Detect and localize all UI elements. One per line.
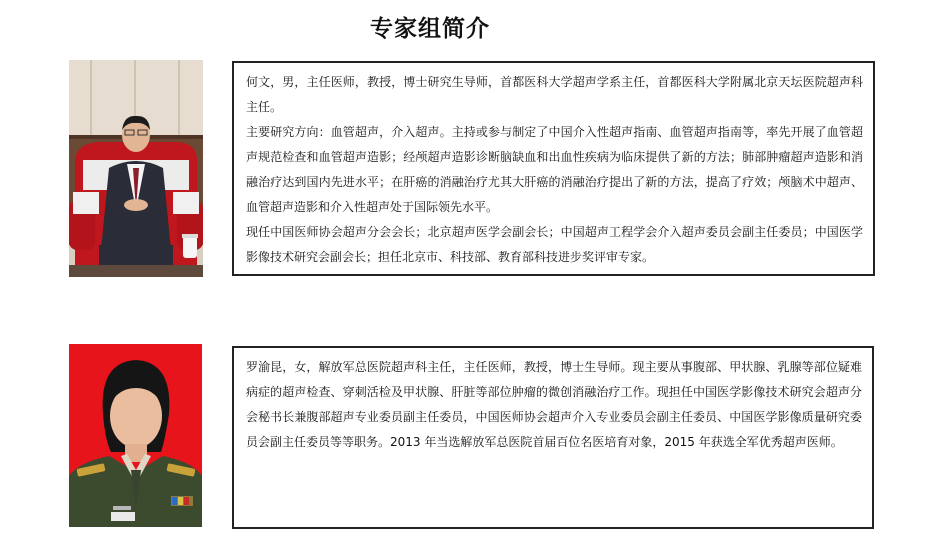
expert-photo-1 [69, 60, 203, 277]
expert-portrait-uniform-icon [69, 344, 202, 527]
expert-bio-2 [232, 346, 874, 529]
expert-bio-1 [232, 61, 875, 276]
bio-paragraph: 现任中国医师协会超声分会会长；北京超声医学会副会长；中国超声工程学会介入超声委员会副主任委员；中国医学影像技术研究会副会长；担任北京市、科技部、教育部科技进步奖评审专家。 [246, 225, 863, 264]
expert-photo-2 [69, 344, 202, 527]
bio-paragraph: 罗渝昆，女，解放军总医院超声科主任，主任医师，教授，博士生导师。现主要从事腹部、甲状腺、乳腺等部位疑难病症的超声检查、穿刺活检及甲状腺、肝脏等部位肿瘤的微创消融治疗工作。现担任中国医学影像技术研究会超声分会秘书长兼腹部超声专业委员副主任委员，中国医师协会超声介入专业委员会副主任委员、中国医学影像质量研究委员会副主任委员等等职务。2013 年当选解放军总医院首届百位名医培育对象，2015 年获选全军优秀超声医师。 [246, 360, 862, 449]
page-title: 专家组简介 [370, 16, 490, 42]
bio-paragraph: 何文，男，主任医师，教授，博士研究生导师，首都医科大学超声学系主任，首都医科大学附属北京天坛医院超声科主任。 [246, 75, 863, 114]
bio-paragraph: 主要研究方向：血管超声，介入超声。主持或参与制定了中国介入性超声指南、血管超声指南等，率先开展了血管超声规范检查和血管超声造影；经颅超声造影诊断脑缺血和出血性疾病为临床提供了新的方法；肺部肿瘤超声造影和消融治疗达到国内先进水平；在肝癌的消融治疗尤其大肝癌的消融治疗提出了新的方法，提高了疗效；颅脑术中超声、血管超声造影和介入性超声处于国际领先水平。 [246, 125, 863, 214]
expert-portrait-suit-icon [69, 60, 203, 277]
